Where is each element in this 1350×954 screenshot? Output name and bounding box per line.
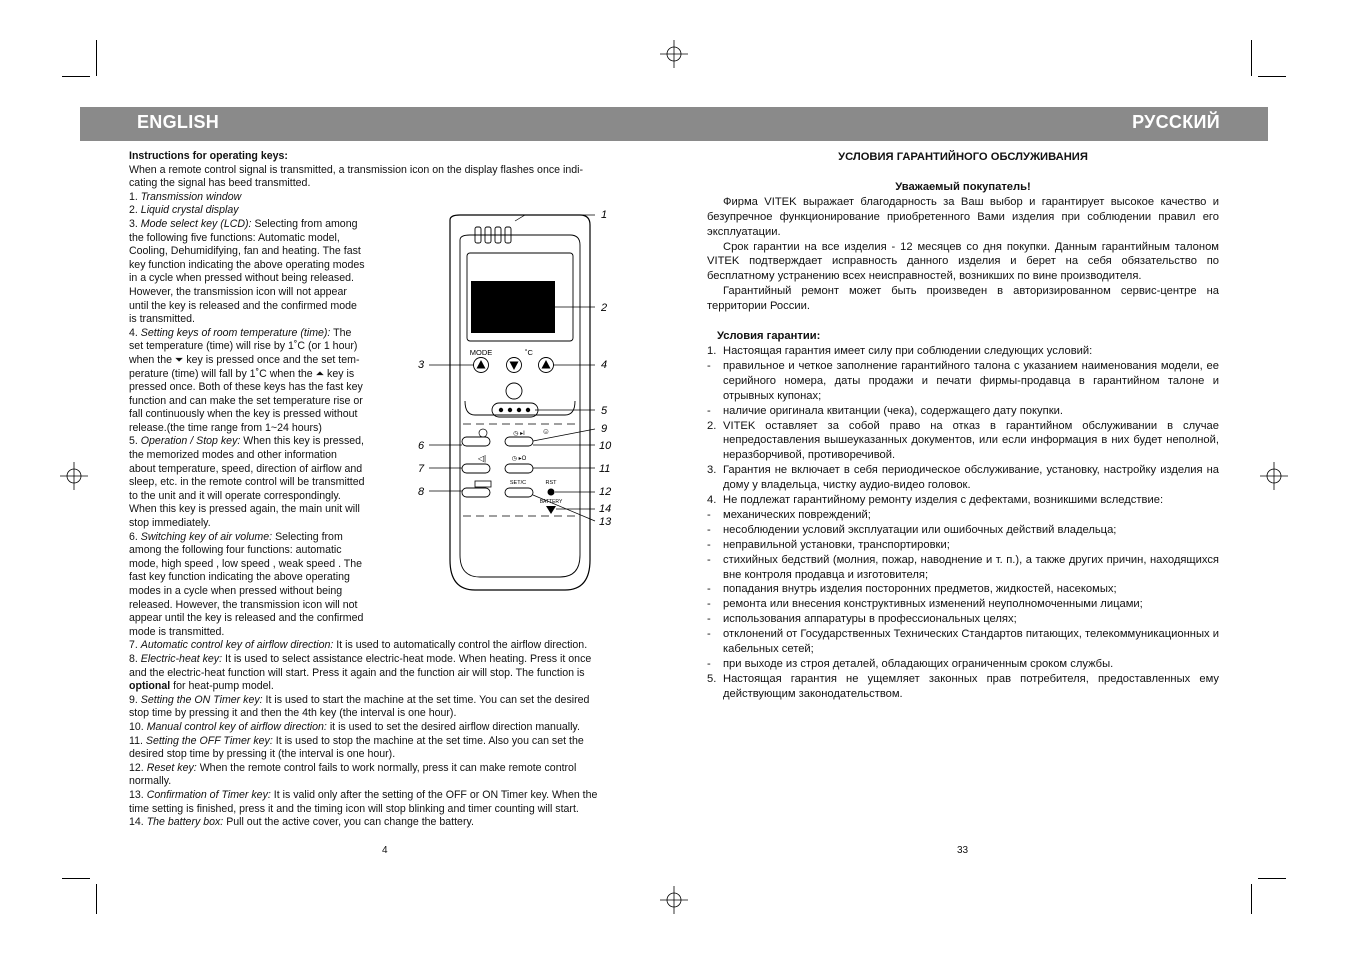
registration-mark-icon — [660, 40, 688, 68]
instruction-item-11: 11. Setting the OFF Timer key: It is used to stop the machine at the set time. Also you can set the — [129, 734, 584, 747]
russian-column — [707, 150, 1219, 702]
callout-number: 12 — [599, 486, 612, 498]
callout-number: 5 — [601, 405, 608, 417]
reset-button — [548, 489, 555, 496]
instruction-item-14: 14. The battery box: Pull out the active cover, you can change the battery. — [129, 816, 474, 829]
list-item: - при выходе из строя деталей, обладающих ограниченным сроком службы. — [707, 658, 1114, 670]
conditions-list — [707, 344, 1219, 702]
fan-speed-button — [462, 437, 490, 446]
language-header-bar — [80, 107, 1268, 141]
rst-label: RST — [545, 480, 557, 486]
callout-number: 14 — [599, 503, 612, 515]
callout-number: 4 — [601, 359, 608, 371]
lcd-screen — [471, 281, 555, 333]
crop-mark — [62, 878, 90, 879]
instruction-item-13-cont: time setting is finished, press it and the timing icon will stop blinking and timer counting will start. — [129, 802, 579, 815]
list-item: - правильное и четкое заполнение гарантийного талона с указанием наименования модели, ее серийного номера, даты продажи и печати фирмы-продавца в гарантийном талоне и отрывных купонах; — [707, 359, 1219, 402]
callout-number: 7 — [418, 463, 425, 475]
callout-number: 8 — [418, 486, 425, 498]
callout-number: 1 — [601, 209, 608, 221]
list-item: - использования аппаратуры в профессиональных целях; — [707, 613, 1017, 626]
instruction-item-1: 1. Transmission window — [129, 190, 242, 203]
off-timer-button — [505, 464, 533, 473]
conditions-title: Условия гарантии: — [717, 330, 821, 343]
crop-mark — [62, 76, 90, 77]
instruction-item-12-cont: normally. — [129, 775, 172, 788]
svg-text:☺: ☺ — [541, 427, 551, 436]
list-item: 5. Настоящая гарантия не ущемляет законных прав потребителя, предоставленных ему действующим законодательством. — [707, 672, 1219, 700]
callout-number: 9 — [601, 423, 608, 435]
registration-mark-icon — [1260, 462, 1288, 490]
list-item: - попадания внутрь изделия посторонних предметов, жидкостей, насекомых; — [707, 583, 1117, 596]
electric-heat-button — [462, 488, 490, 497]
warranty-paragraph: Фирма VITEK выражает благодарность за Ваш выбор и гарантирует высокое качество и безупречное функционирование приобретенного Вами изделия при соблюдении правил его эксплуатации. — [707, 195, 1219, 238]
instruction-item-13: 13. Confirmation of Timer key: It is valid only after the setting of the OFF or ON Timer key. When the — [129, 788, 598, 801]
battery-label: BATTERY — [539, 499, 563, 505]
russian-title: РУССКИЙ — [1132, 112, 1220, 132]
list-item: - отклонений от Государственных Технических Стандартов питающих, телекоммуникационных и кабельных сетей; — [707, 628, 1219, 656]
airflow-auto-button — [462, 464, 490, 473]
callout-number: 10 — [599, 440, 612, 452]
crop-mark — [96, 884, 97, 914]
instruction-item-11-cont: desired stop time by pressing it (the interval is one hour). — [129, 748, 396, 761]
list-item: 4. Не подлежат гарантийному ремонту изделия с дефектами, возникшими вследствие: — [707, 494, 1164, 507]
crop-mark — [96, 40, 97, 76]
list-item: - наличие оригинала квитанции (чека), содержащего дату покупки. — [707, 404, 1063, 417]
instructions-heading: Instructions for operating keys: — [129, 150, 288, 162]
set-label: SET/C — [509, 480, 527, 486]
warranty-title: УСЛОВИЯ ГАРАНТИЙНОГО ОБСЛУЖИВАНИЯ — [838, 151, 1088, 163]
registration-mark-icon — [660, 886, 688, 914]
registration-mark-icon — [60, 462, 88, 490]
instruction-item-6: 6. Switching key of air volume: Selecting from among the following four functions: automatic mode, high speed , low speed , weak speed . The fast key function indicating the above operating modes in a cycle when pressed without being released. However, the transmission icon will not appear until the key is released and the confirmed mode is transmitted. — [129, 530, 364, 638]
crop-mark — [1251, 884, 1252, 914]
power-button — [506, 383, 522, 399]
callout-number: 2 — [601, 302, 608, 314]
remote-body — [450, 215, 590, 590]
remote-control-diagram — [415, 205, 625, 600]
instruction-item-8-cont: optional for heat-pump model. — [129, 680, 274, 693]
callout-number: 11 — [599, 463, 611, 475]
english-title: ENGLISH — [137, 112, 220, 132]
mode-label: MODE — [469, 348, 493, 357]
svg-text:◁|: ◁| — [477, 454, 487, 463]
instruction-item-3: 3. Mode select key (LCD): Selecting from among the following five functions: Automatic model, Cooling, Dehumidifying, fan and heating. The fast key function indicating the above operating modes in a cycle when pressed without being released. However, the transmission icon will not appear until the key is released and the confirmed mode is transmitted. — [129, 217, 365, 326]
crop-mark — [1258, 76, 1286, 77]
list-item: 2. VITEK оставляет за собой право на отказ в гарантийном обслуживании в случае непредоставления вышеуказанных документов, или если информация в них будет неполной, неразборчивой, противоречивой. — [707, 419, 1219, 462]
timer-confirm-button — [505, 488, 533, 497]
intro-line: When a remote control signal is transmitted, a transmission icon on the display flashes once indi- — [129, 163, 583, 176]
instruction-item-12: 12. Reset key: When the remote control fails to work normally, press it can make remote control — [129, 761, 577, 774]
instruction-item-7: 7. Automatic control key of airflow direction: It is used to automatically control the airflow direction. — [129, 639, 588, 652]
instruction-item-9-cont: stop time by pressing it and then the 4th key (the interval is one hour). — [129, 707, 457, 720]
instruction-item-4: 4. Setting keys of room temperature (time): The set temperature (time) will rise by 1˚C (or 1 hour) when the ⏷ key is pressed once and the set tem- perature (time) will fall by 1˚C when the ⏶ key is pressed once. Both of these keys has the fast key function and can make the set temperature rise or fall continuously when the key is pressed without release.(the time range from 1~24 hours) — [129, 326, 363, 434]
instruction-item-8-cont: and the electric-heat function will start. Press it again and the function air will stop. The function is — [129, 666, 585, 679]
instruction-item-10: 10. Manual control key of airflow direction: it is used to set the desired airflow direction manually. — [129, 720, 580, 733]
instruction-item-8: 8. Electric-heat key: It is used to select assistance electric-heat mode. When heating. Press it once — [129, 652, 592, 665]
instruction-item-2: 2. Liquid crystal display — [129, 204, 239, 217]
intro-line: cating the signal has beed transmitted. — [129, 177, 311, 190]
page-number: 4 — [382, 845, 388, 856]
spacer — [707, 165, 1219, 180]
callout-number: 6 — [418, 440, 425, 452]
crop-mark — [1251, 40, 1252, 76]
list-item: 1. Настоящая гарантия имеет силу при соблюдении следующих условий: — [707, 344, 1093, 357]
warranty-paragraph: Срок гарантии на все изделия - 12 месяцев со дня покупки. Данным гарантийным талоном VITEK подтверждает исправность данного изделия и берет на себя обязательство по бесплатному устранению всех неисправностей, возникших по вине производителя. — [707, 240, 1219, 283]
callout-number: 3 — [418, 359, 425, 371]
list-item: - ремонта или внесения конструктивных изменений неуполномоченными лицами; — [707, 598, 1143, 611]
list-item: - несоблюдении условий эксплуатации или ошибочных действий владельца; — [707, 523, 1117, 536]
list-item: - стихийных бедствий (молния, пожар, наводнение и т. п.), а также других причин, находящихся вне контроля продавца и изготовителя; — [707, 553, 1219, 581]
on-timer-button — [505, 437, 533, 446]
page-number: 33 — [957, 845, 969, 856]
list-item: 3. Гарантия не включает в себя периодическое обслуживание, установку, настройку изделия на дому у владельца, чистку аудио-видео головок. — [707, 464, 1219, 492]
spacer — [707, 314, 1219, 329]
list-item: - механических повреждений; — [707, 508, 871, 521]
svg-text:◷ ▸O: ◷ ▸O — [511, 456, 527, 462]
warranty-paragraph: Гарантийный ремонт может быть произведен в авторизированном сервис-центре на территории России. — [707, 285, 1219, 313]
instruction-item-9: 9. Setting the ON Timer key: It is used to start the machine at the set time. You can set the desired — [129, 693, 590, 706]
instruction-item-5: 5. Operation / Stop key: When this key is pressed, the memorized modes and other information about temperature, speed, direction of airflow and sleep, etc. in the remote control will be transmitted to the unit and it will operate correspondingly. When this key is pressed again, the main unit will stop immediately. — [129, 435, 365, 530]
callout-number: 13 — [599, 516, 612, 528]
crop-mark — [1258, 878, 1286, 879]
greeting: Уважаемый покупатель! — [895, 180, 1031, 193]
list-item: - неправильной установки, транспортировки; — [707, 538, 950, 551]
temp-label: ˚C — [525, 348, 533, 357]
svg-text:◷ ▸I: ◷ ▸I — [513, 431, 525, 437]
